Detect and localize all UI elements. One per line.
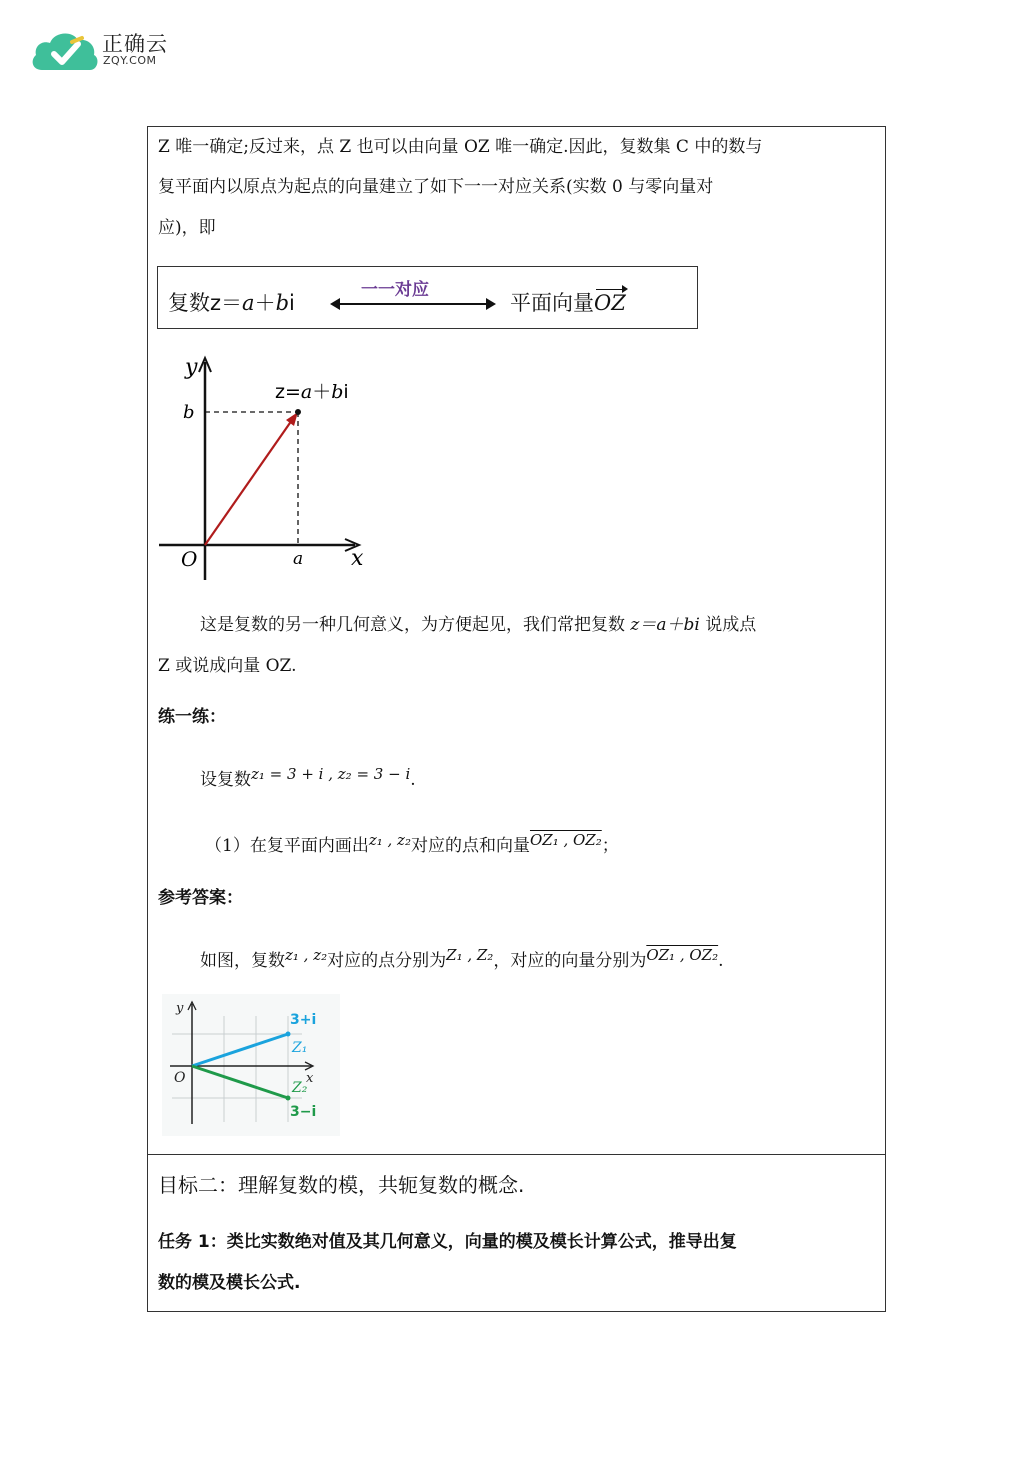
task-1-line-1: 任务 1：类比实数绝对值及其几何意义，向量的模及模长计算公式，推导出复: [158, 1232, 737, 1252]
answer-diagram: [162, 994, 340, 1136]
answer-text: 如图，复数z₁ , z₂对应的点分别为Z₁ , Z₂，对应的向量分别为OZ₁ , OZ₂.: [200, 946, 724, 971]
intro-line-1: Z 唯一确定;反过来，点 Z 也可以由向量 OZ 唯一确定.因此，复数集 C 中的数与: [158, 137, 763, 157]
complex-number-label: 复数z＝a＋bi: [168, 291, 295, 315]
z2-point-label: Z₂: [292, 1080, 308, 1096]
origin-label: O: [181, 547, 198, 571]
point-z2: [286, 1096, 291, 1101]
y-label: y: [176, 1001, 184, 1016]
z1-point-label: Z₁: [292, 1040, 308, 1056]
plane-vector-label: 平面向量OZ: [510, 291, 626, 315]
practice-heading: 练一练：: [158, 707, 226, 727]
meaning-line-2: Z 或说成向量 OZ.: [158, 656, 297, 676]
brand-name: 正确云: [102, 32, 168, 56]
complex-plane-diagram: [155, 350, 375, 585]
table-row-divider: [147, 1154, 886, 1155]
double-arrow-icon: [328, 295, 498, 313]
a-tick-label: a: [293, 549, 304, 569]
intro-line-3: 应)，即: [158, 218, 216, 238]
task-1-line-2: 数的模及模长公式.: [158, 1273, 301, 1293]
meaning-line-1: 这是复数的另一种几何意义，为方便起见，我们常把复数 z＝a＋bi 说成点: [200, 615, 757, 635]
x-label: x: [306, 1071, 314, 1086]
brand-domain: ZQY.COM: [103, 54, 157, 67]
point-z1: [286, 1032, 291, 1037]
z2-value-label: 3−i: [290, 1104, 317, 1120]
answer-heading: 参考答案：: [158, 888, 243, 908]
brand-logo[interactable]: [28, 22, 188, 78]
point-z: [295, 409, 301, 415]
practice-question-1: （1）在复平面内画出z₁ , z₂对应的点和向量OZ₁ , OZ₂；: [205, 831, 619, 856]
practice-given: 设复数z₁ = 3 + i , z₂ = 3 − i.: [200, 765, 416, 790]
intro-line-2: 复平面内以原点为起点的向量建立了如下一一对应关系(实数 0 与零向量对: [158, 177, 714, 197]
x-label: x: [351, 546, 364, 571]
point-label: z=a＋bi: [275, 381, 349, 403]
b-tick-label: b: [183, 402, 195, 423]
y-label: y: [185, 355, 198, 380]
z1-value-label: 3+i: [290, 1012, 317, 1028]
origin-label: O: [174, 1070, 186, 1086]
vector-oz: [205, 420, 292, 545]
goal-2-heading: 目标二：理解复数的模，共轭复数的概念.: [158, 1173, 525, 1197]
one-to-one-label: 一一对应: [361, 280, 429, 300]
cloud-check-icon: [28, 22, 104, 78]
correspondence-box: [157, 266, 698, 329]
